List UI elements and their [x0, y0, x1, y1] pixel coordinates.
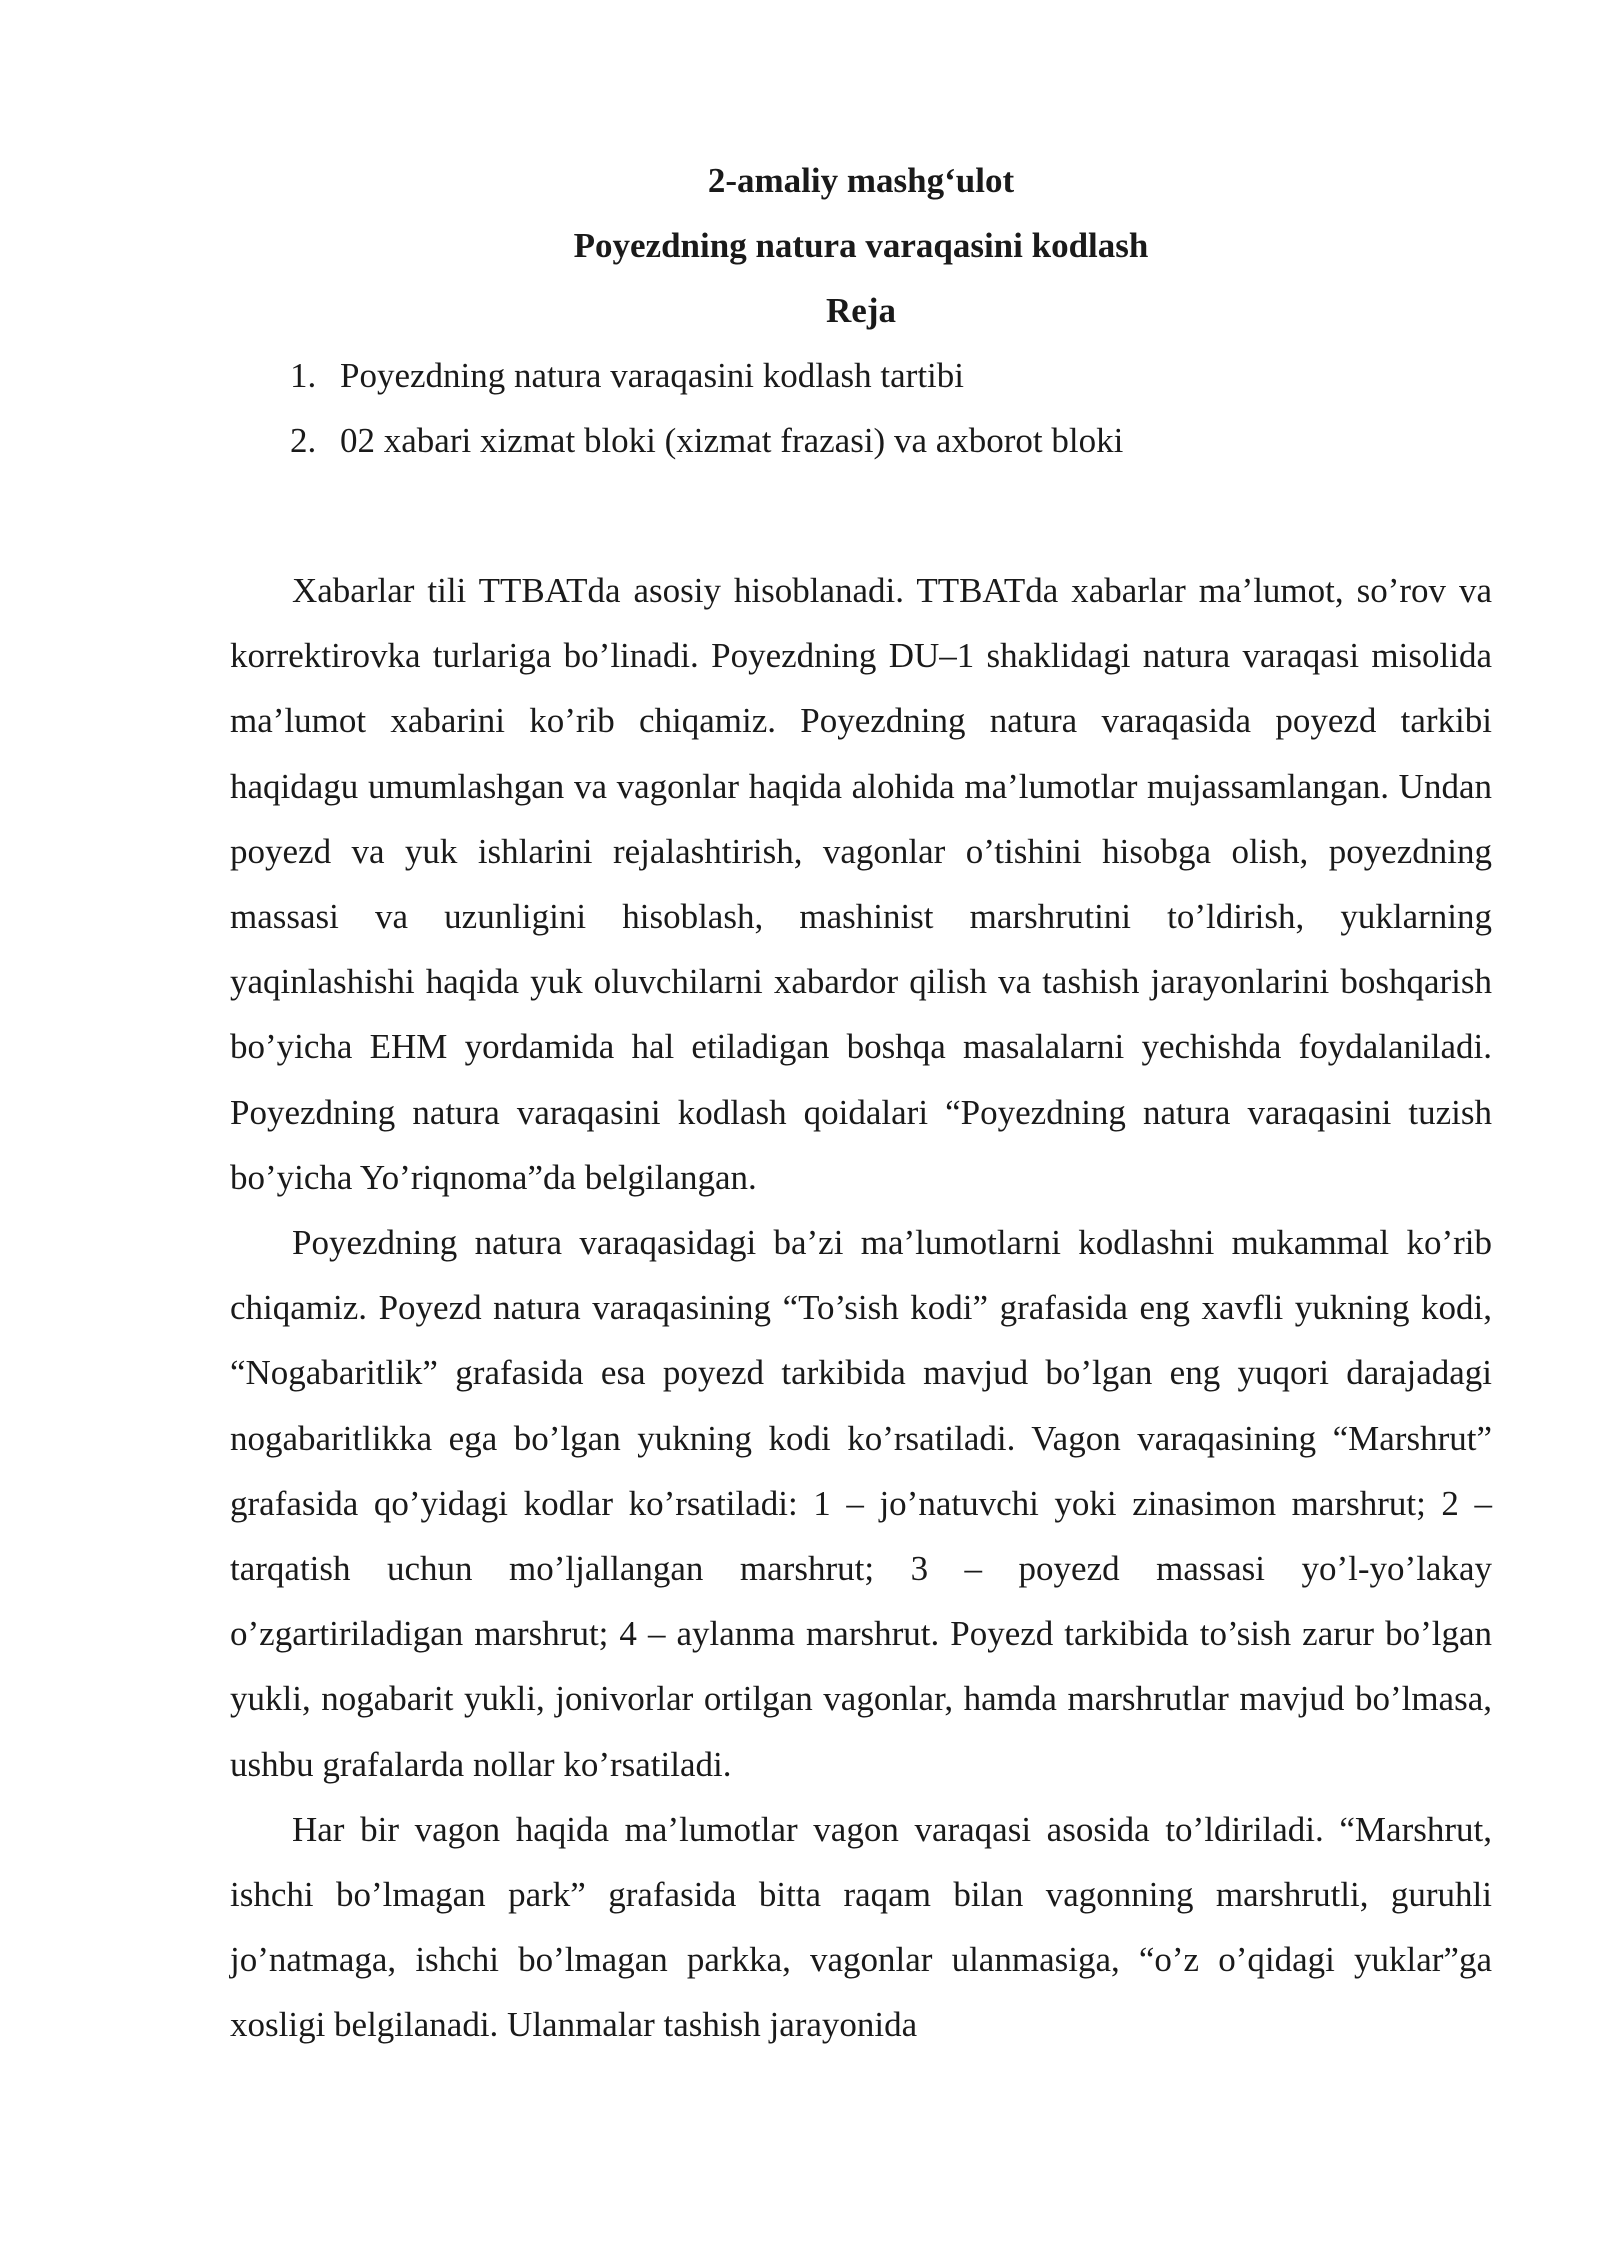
plan-item: [290, 343, 1123, 408]
plan-heading: Reja: [826, 291, 896, 330]
plan-item-number: 1.: [290, 356, 317, 395]
plan-item-text: Poyezdning natura varaqasini kodlash tartibi: [340, 356, 965, 395]
lesson-number: 2-amaliy mashg‘ulot: [707, 161, 1015, 200]
page-title: Poyezdning natura varaqasini kodlash: [573, 226, 1149, 265]
paragraph: Xabarlar tili TTBATda asosiy hisoblanadi. TTBATda xabarlar ma’lumot, so’rov va korrektirovka turlariga bo’linadi. Poyezdning DU–1 shaklidagi natura varaqasi misolida ma’lumot xabarini ko’rib chiqamiz. Poyezdning natura varaqasida poyezd tarkibi haqidagu umumlashgan va vagonlar haqida alohida ma’lumotlar mujassamlangan. Undan poyezd va yuk ishlarini rejalashtirish, vagonlar o’tishini hisobga olish, poyezdning massasi va uzunligini hisoblash, mashinist marshrutini to’ldirish, yuklarning yaqinlashishi haqida yuk oluvchilarni xabardor qilish va tashish jarayonlarini boshqarish bo’yicha EHM yordamida hal etiladigan boshqa masalalarni yechishda foydalaniladi. Poyezdning natura varaqasini kodlash qoidalari “Poyezdning natura varaqasini tuzish bo’yicha Yo’riqnoma”da belgilangan.: [230, 571, 1492, 1197]
paragraph: Poyezdning natura varaqasidagi ba’zi ma’lumotlarni kodlashni mukammal ko’rib chiqamiz. Poyezd natura varaqasining “To’sish kodi” grafasida eng xavfli yukning kodi, “Nogabaritlik” grafasida esa poyezd tarkibida mavjud bo’lgan eng yuqori darajadagi nogabaritlikka ega bo’lgan yukning kodi ko’rsatiladi. Vagon varaqasining “Marshrut” grafasida qo’yidagi kodlar ko’rsatiladi: 1 – jo’natuvchi yoki zinasimon marshrut; 2 – tarqatish uchun mo’ljallangan marshrut; 3 – poyezd massasi yo’l-yo’lakay o’zgartiriladigan marshrut; 4 – aylanma marshrut. Poyezd tarkibida to’sish zarur bo’lgan yukli, nogabarit yukli, jonivorlar ortilgan vagonlar, hamda marshrutlar mavjud bo’lmasa, ushbu grafalarda nollar ko’rsatiladi.: [230, 1223, 1492, 1784]
body-text: [230, 558, 1492, 2058]
paragraph: Har bir vagon haqida ma’lumotlar vagon varaqasi asosida to’ldiriladi. “Marshrut, ishchi bo’lmagan park” grafasida bitta raqam bilan vagonning marshrutli, guruhli jo’natmaga, ishchi bo’lmagan parkka, vagonlar ulanmasiga, “o’z o’qidagi yuklar”ga xosligi belgilanadi. Ulanmalar tashish jarayonida: [230, 1809, 1492, 2045]
title-block: [230, 148, 1492, 343]
plan-list: [290, 343, 1123, 473]
plan-item-number: 2.: [290, 421, 317, 460]
plan-item: [290, 408, 1123, 473]
plan-item-text: 02 xabari xizmat bloki (xizmat frazasi) va axborot bloki: [340, 421, 1124, 460]
